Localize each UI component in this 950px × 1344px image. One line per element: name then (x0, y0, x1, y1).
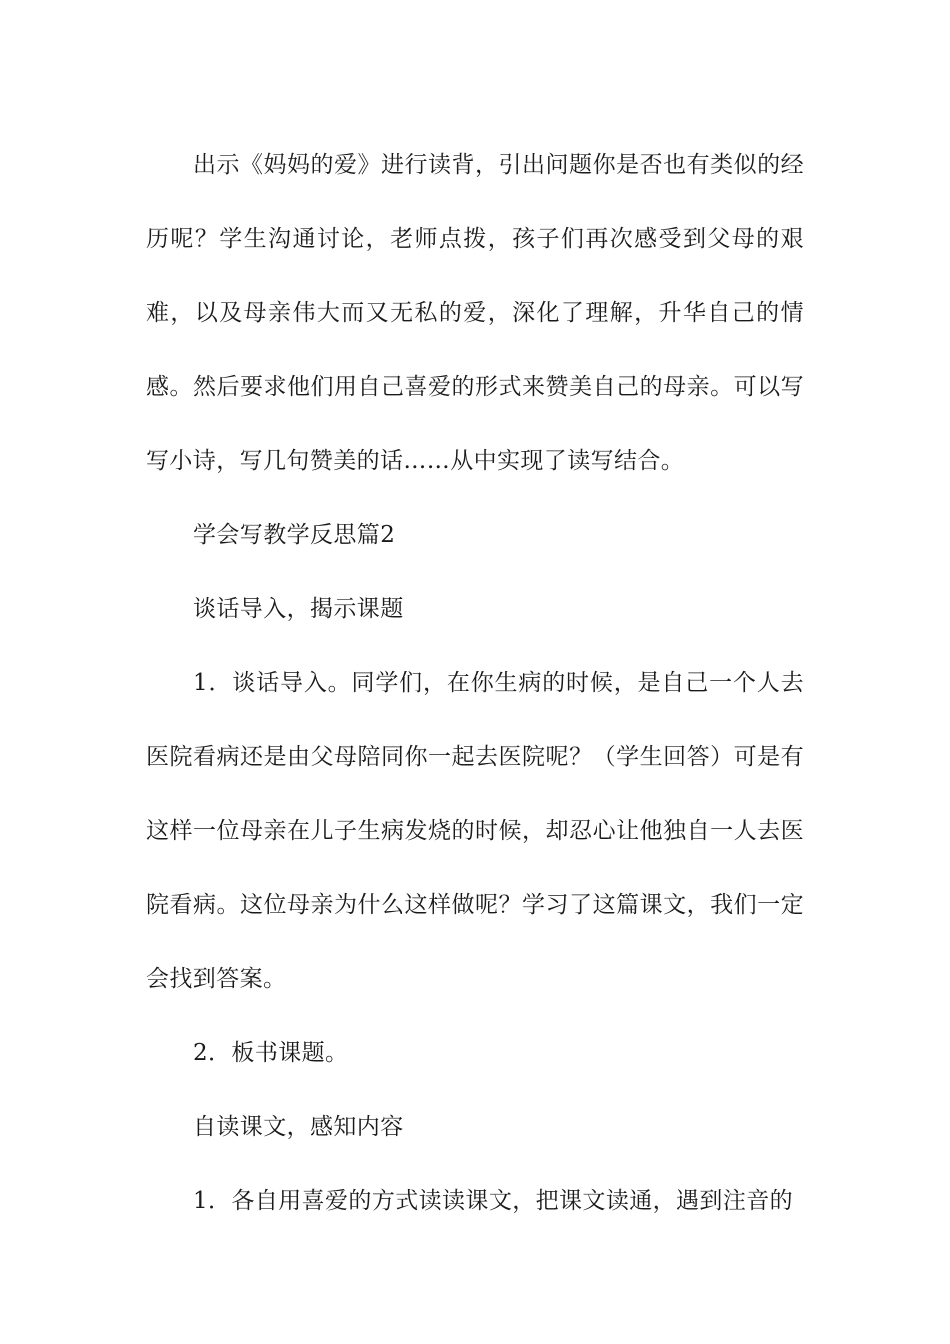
paragraph-board-title: 2．板书课题。 (193, 1040, 349, 1066)
subheading-self-reading: 自读课文，感知内容 (193, 1114, 404, 1140)
document-body (146, 128, 804, 1238)
section-heading: 学会写教学反思篇2 (193, 522, 396, 548)
subheading-introduction: 谈话导入，揭示课题 (193, 596, 404, 622)
paragraph-reading-activity: 出示《妈妈的爱》进行读背，引出问题你是否也有类似的经历呢？学生沟通讨论，老师点拨，孩子们再次感受到父母的艰难，以及母亲伟大而又无私的爱，深化了理解，升华自己的情感。然后要求他们用自己喜爱的形式来赞美自己的母亲。可以写写小诗，写几句赞美的话……从中实现了读写结合。 (146, 152, 804, 474)
paragraph-conversation-intro: 1．谈话导入。同学们，在你生病的时候，是自己一个人去医院看病还是由父母陪同你一起去医院呢？（学生回答）可是有这样一位母亲在儿子生病发烧的时候，却忍心让他独自一人去医院看病。这位母亲为什么这样做呢？学习了这篇课文，我们一定会找到答案。 (146, 670, 804, 992)
paragraph-read-aloud: 1．各自用喜爱的方式读读课文，把课文读通，遇到注音的 (193, 1188, 794, 1214)
